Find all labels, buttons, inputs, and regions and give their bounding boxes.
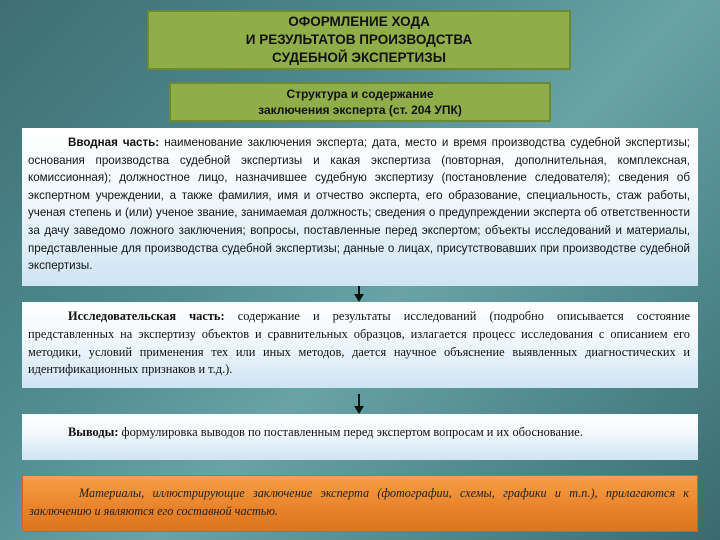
- subtitle-line-2: заключения эксперта (ст. 204 УПК): [258, 103, 462, 117]
- materials-note-panel: [22, 475, 698, 532]
- intro-section-body: наименование заключения эксперта; дата, место и время производства судебной экспертизы; основания производства судебной экспертизы и какая экспертиза (повторная, дополнительная, комплексная, комиссионная); должностное лицо, назначившее судебную экспертизу (постановление следователя); сведения об экспертном учреждении, а также фамилия, имя и отчество эксперта, его образование, специальность, стаж работы, ученая степень и (или) ученое звание, занимаемая должность; сведения о предупреждении эксперта об ответственности за дачу заведомо ложного заключения; вопросы, поставленные перед экспертом; объекты исследований и материалы, представленные для производства судебной экспертизы; данные о лицах, присутствовавших при производстве судебной экспертизы.: [28, 136, 690, 273]
- materials-note-text: Материалы, иллюстрирующие заключение эксперта (фотографии, схемы, графики и т.п.), прилагаются к заключению и являются его составной частью.: [29, 486, 689, 518]
- intro-section-heading: Вводная часть:: [68, 136, 160, 149]
- conclusions-section-text: [28, 424, 690, 442]
- flow-arrow-2: [354, 394, 364, 414]
- research-section-text: [28, 308, 690, 379]
- research-section-body: содержание и результаты исследований (подробно описывается состояние представленных на экспертизу объектов и сравнительных образцов, излагается процесс исследования с описанием его методики, условий применения тех или иных методов, дается научное объяснение выявленных диагностических и идентификационных признаков и т.д.).: [28, 309, 690, 377]
- main-title-box: [147, 10, 571, 70]
- intro-section-panel: [22, 128, 698, 286]
- conclusions-section-body: формулировка выводов по поставленным перед экспертом вопросам и их обоснование.: [118, 425, 583, 439]
- flow-arrow-1: [354, 286, 364, 302]
- subtitle-line-1: Структура и содержание: [286, 87, 434, 101]
- main-title-line-2: И РЕЗУЛЬТАТОВ ПРОИЗВОДСТВА: [245, 32, 473, 47]
- research-section-panel: [22, 302, 698, 388]
- conclusions-section-heading: Выводы:: [68, 425, 119, 439]
- research-section-heading: Исследовательская часть:: [68, 309, 225, 323]
- intro-section-text: [28, 134, 690, 275]
- arrow-head-icon: [354, 294, 364, 302]
- arrow-head-icon: [354, 406, 364, 414]
- subtitle-box: [169, 82, 551, 122]
- conclusions-section-panel: [22, 414, 698, 460]
- main-title-line-3: СУДЕБНОЙ ЭКСПЕРТИЗЫ: [272, 50, 446, 65]
- main-title-line-1: ОФОРМЛЕНИЕ ХОДА: [288, 14, 430, 29]
